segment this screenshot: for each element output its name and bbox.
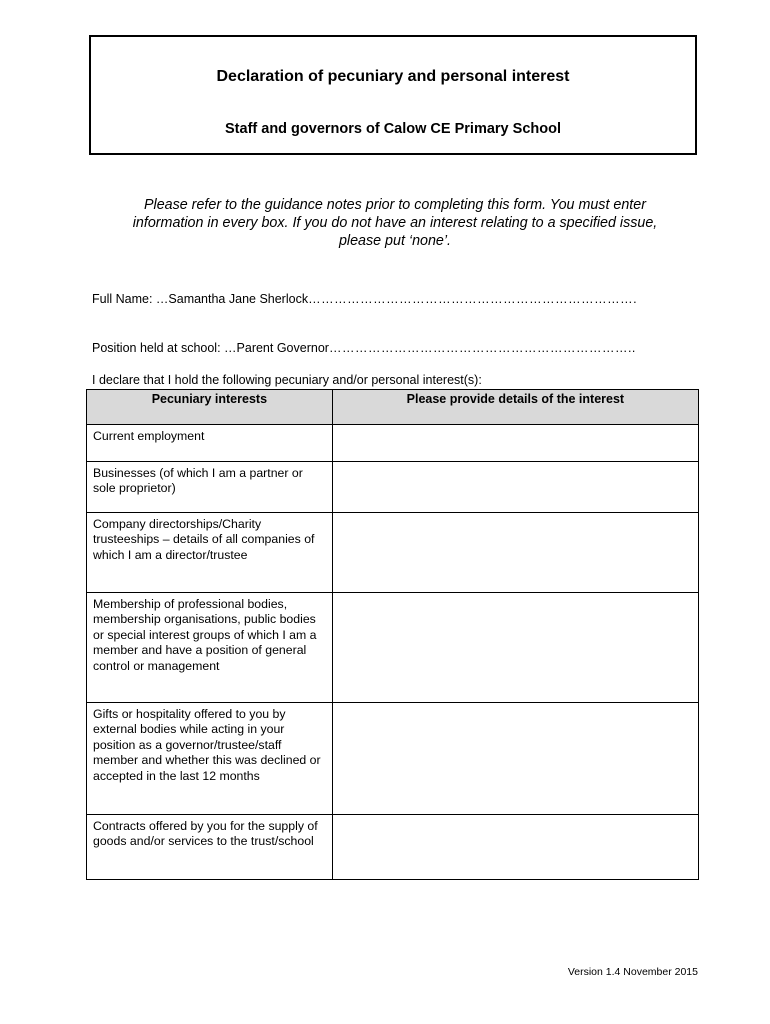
table-row	[87, 513, 699, 593]
interests-table	[86, 389, 699, 880]
detail-cell-current-employment[interactable]	[332, 425, 698, 462]
guidance-line-3: please put ‘none’.	[338, 233, 452, 249]
header-pecuniary-interests: Pecuniary interests	[87, 390, 333, 425]
table-row	[87, 703, 699, 815]
title-box	[89, 35, 697, 155]
guidance-note	[90, 196, 700, 250]
position-value[interactable]: Parent Governor	[236, 341, 329, 355]
detail-cell-contracts[interactable]	[332, 815, 698, 880]
table-row	[87, 425, 699, 462]
table-row	[87, 462, 699, 513]
detail-cell-businesses[interactable]	[332, 462, 698, 513]
full-name-dots: ………………………………………………………………….	[308, 292, 638, 306]
table-row	[87, 593, 699, 703]
full-name-label: Full Name: …	[92, 292, 169, 306]
row-label-current-employment: Current employment	[87, 425, 333, 462]
declaration-statement: I declare that I hold the following pecuniary and/or personal interest(s):	[92, 373, 482, 387]
page-subtitle: Staff and governors of Calow CE Primary School	[225, 121, 561, 137]
row-label-gifts-hospitality: Gifts or hospitality offered to you by external bodies while acting in your position as a governor/trustee/staff member and whether this was declined or accepted in the last 12 months	[87, 703, 333, 815]
position-label: Position held at school: …	[92, 341, 237, 355]
row-label-contracts: Contracts offered by you for the supply of goods and/or services to the trust/school	[87, 815, 333, 880]
table-header-row	[87, 390, 699, 425]
version-footer: Version 1.4 November 2015	[567, 966, 698, 978]
position-dots: ……………………………………………………………..	[328, 341, 636, 355]
full-name-field[interactable]	[92, 292, 637, 306]
position-field[interactable]	[92, 341, 636, 355]
guidance-line-1: Please refer to the guidance notes prior to completing this form. You must enter	[144, 197, 646, 213]
table-row	[87, 815, 699, 880]
page-title: Declaration of pecuniary and personal interest	[216, 68, 570, 85]
detail-cell-directorships[interactable]	[332, 513, 698, 593]
row-label-memberships: Membership of professional bodies, membership organisations, public bodies or special interest groups of which I am a member and have a position of general control or management	[87, 593, 333, 703]
row-label-directorships: Company directorships/Charity trusteeships – details of all companies of which I am a director/trustee	[87, 513, 333, 593]
row-label-businesses: Businesses (of which I am a partner or sole proprietor)	[87, 462, 333, 513]
full-name-value[interactable]: Samantha Jane Sherlock	[168, 292, 309, 306]
detail-cell-gifts-hospitality[interactable]	[332, 703, 698, 815]
guidance-line-2: information in every box. If you do not have an interest relating to a specified issue,	[132, 215, 658, 231]
header-details: Please provide details of the interest	[332, 390, 698, 425]
detail-cell-memberships[interactable]	[332, 593, 698, 703]
